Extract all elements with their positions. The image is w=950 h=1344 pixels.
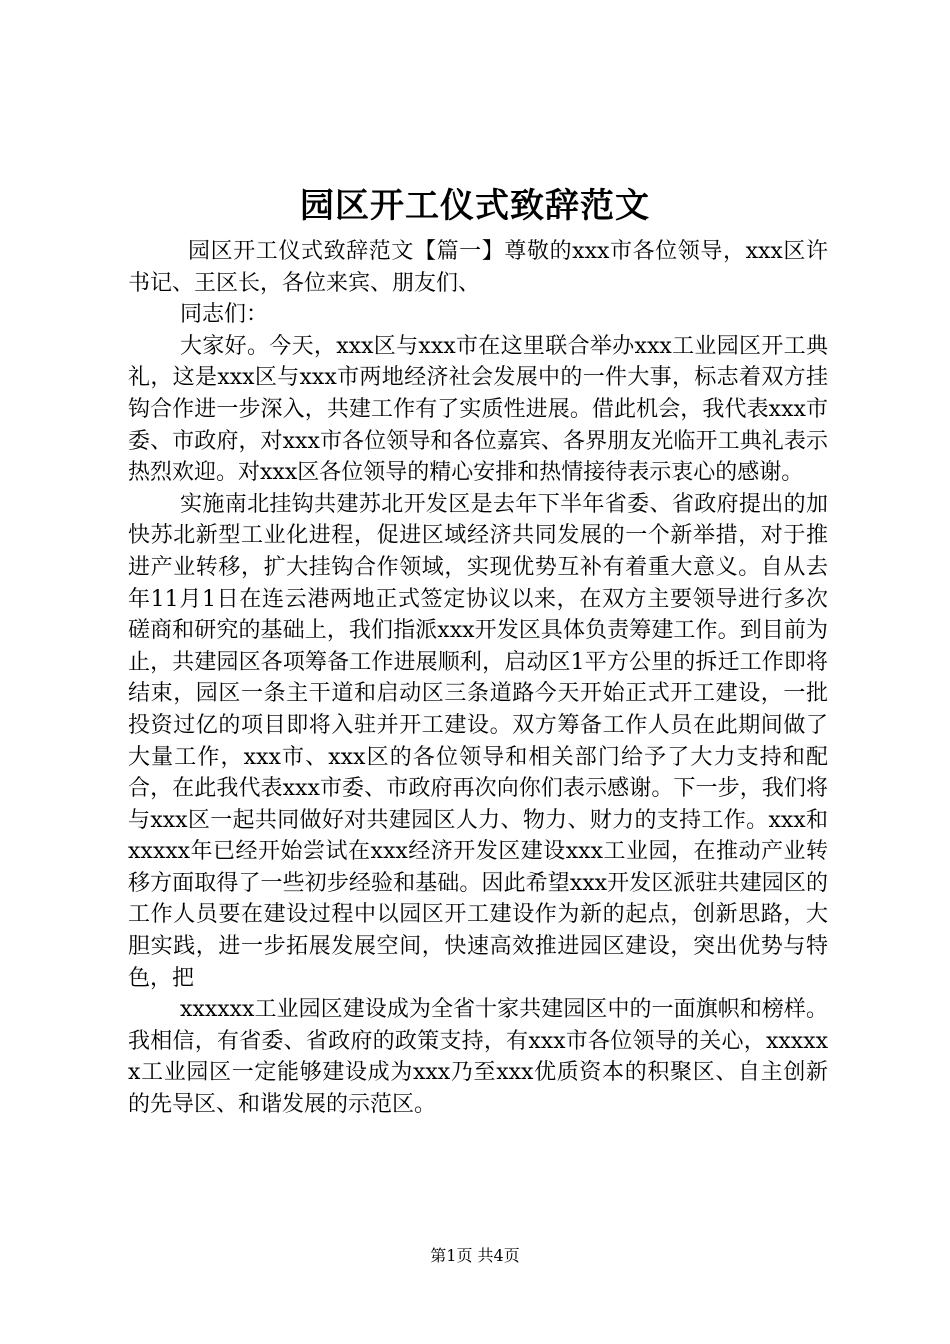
document-title: 园区开工仪式致辞范文 xyxy=(300,186,650,226)
paragraph-salutation: 同志们： xyxy=(180,302,269,328)
paragraph-greeting: 园区开工仪式致辞范文【篇一】尊敬的xxx市各位领导，xxx区许书记、王区长，各位来宾、朋友们、 xyxy=(128,239,828,296)
paragraph-closing: xxxxxx工业园区建设成为全省十家共建园区中的一面旗帜和榜样。我相信，有省委、省政府的政策支持，有xxx市各位领导的关心，xxxxxx工业园区一定能够建设成为xxx乃至xxx优质资本的积聚区、自主创新的先导区、和谐发展的示范区。 xyxy=(128,997,828,1118)
paragraph-background: 实施南北挂钩共建苏北开发区是去年下半年省委、省政府提出的加快苏北新型工业化进程，促进区域经济共同发展的一个新举措，对于推进产业转移，扩大挂钩合作领域，实现优势互补有着重大意义。自从去年11月1日在连云港两地正式签定协议以来，在双方主要领导进行多次磋商和研究的基础上，我们指派xxx开发区具体负责筹建工作。到目前为止，共建园区各项筹备工作进展顺利，启动区1平方公里的拆迁工作即将结束，园区一条主干道和启动区三条道路今天开始正式开工建设，一批投资过亿的项目即将入驻并开工建设。双方筹备工作人员在此期间做了大量工作，xxx市、xxx区的各位领导和相关部门给予了大力支持和配合，在此我代表xxx市委、市政府再次向你们表示感谢。下一步，我们将与xxx区一起共同做好对共建园区人力、物力、财力的支持工作。xxx和xxxxx年已经开始尝试在xxx经济开发区建设xxx工业园，在推动产业转移方面取得了一些初步经验和基础。因此希望xxx开发区派驻共建园区的工作人员要在建设过程中以园区开工建设作为新的起点，创新思路，大胆实践，进一步拓展发展空间，快速高效推进园区建设，突出优势与特色，把 xyxy=(128,491,828,991)
page-number-footer: 第1页 共4页 xyxy=(430,1246,520,1265)
document-body xyxy=(128,236,828,1121)
paragraph-welcome: 大家好。今天，xxx区与xxx市在这里联合举办xxx工业园区开工典礼，这是xxx区与xxx市两地经济社会发展中的一件大事，标志着双方挂钩合作进一步深入，共建工作有了实质性进展。借此机会，我代表xxx市委、市政府，对xxx市各位领导和各位嘉宾、各界朋友光临开工典礼表示热烈欢迎。对xxx区各位领导的精心安排和热情接待表示衷心的感谢。 xyxy=(128,333,828,486)
